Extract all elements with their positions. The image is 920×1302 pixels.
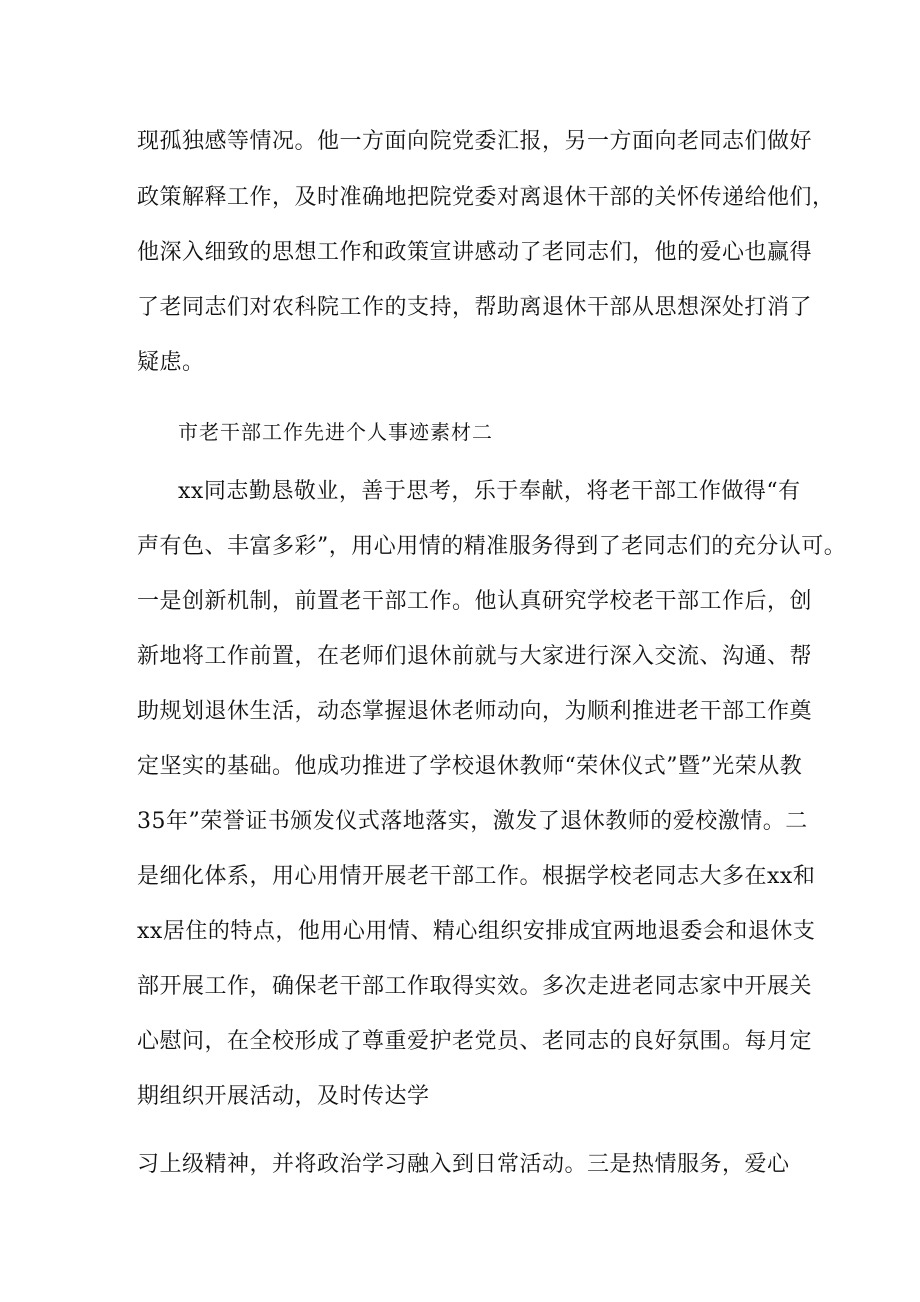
paragraph-line: 现孤独感等情况。他一方面向院党委汇报，另一方面向老同志们做好 [137, 129, 813, 154]
paragraph-line: 了老同志们对农科院工作的支持，帮助离退休干部从思想深处打消了 [137, 295, 813, 320]
paragraph-line: 政策解释工作，及时准确地把院党委对离退休干部的关怀传递给他们， [137, 185, 835, 210]
section-heading: 市老干部工作先进个人事迹素材二 [178, 420, 493, 444]
paragraph-line: xx居住的特点，他用心用情、精心组织安排成宜两地退委会和退休支 [137, 919, 816, 944]
paragraph-line: 助规划退休生活，动态掌握退休老师动向，为顺利推进老干部工作奠 [137, 699, 813, 724]
paragraph-line: 声有色、丰富多彩”，用心用情的精准服务得到了老同志们的充分认可。 [137, 534, 847, 559]
paragraph-line: 新地将工作前置，在老师们退休前就与大家进行深入交流、沟通、帮 [137, 644, 813, 669]
paragraph-line: 心慰问，在全校形成了尊重爱护老党员、老同志的良好氛围。每月定 [137, 1029, 813, 1054]
paragraph-line: xx同志勤恳敬业，善于思考，乐于奉献，将老干部工作做得“有 [178, 479, 801, 504]
paragraph-line: 一是创新机制，前置老干部工作。他认真研究学校老干部工作后，创 [137, 589, 813, 614]
paragraph-line: 疑虑。 [137, 350, 205, 375]
paragraph-line: 是细化体系，用心用情开展老干部工作。根据学校老同志大多在xx和 [137, 864, 816, 889]
paragraph-line: 35年”荣誉证书颁发仪式落地落实，激发了退休教师的爱校激情。二 [137, 809, 808, 834]
paragraph-line: 定坚实的基础。他成功推进了学校退休教师“荣休仪式”暨”光荣从教 [137, 754, 803, 779]
paragraph-line: 部开展工作，确保老干部工作取得实效。多次走进老同志家中开展关 [137, 974, 813, 999]
paragraph-line: 习上级精神，并将政治学习融入到日常活动。三是热情服务，爱心 [137, 1152, 790, 1177]
paragraph-line: 期组织开展活动，及时传达学 [137, 1084, 430, 1109]
paragraph-line: 他深入细致的思想工作和政策宣讲感动了老同志们，他的爱心也赢得 [137, 240, 813, 265]
